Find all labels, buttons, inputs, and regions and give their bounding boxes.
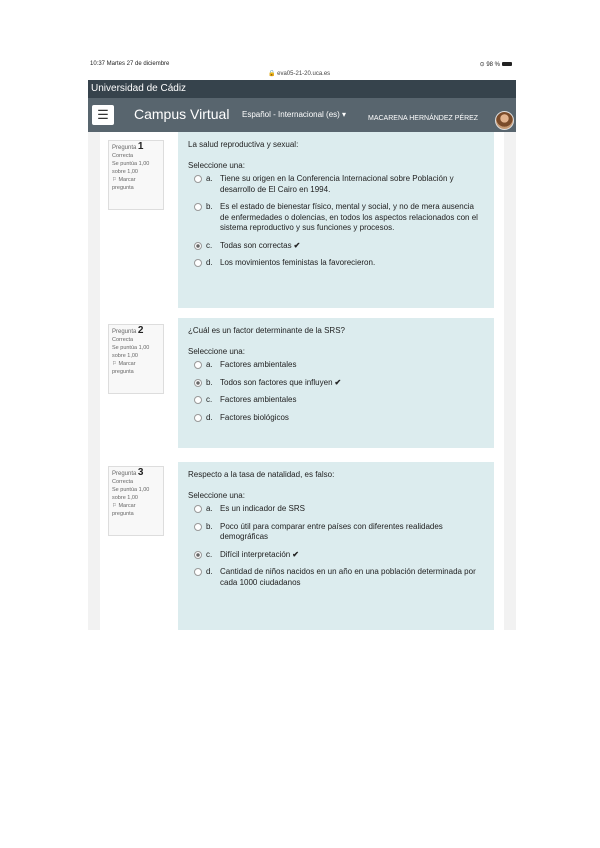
question-number: 2 xyxy=(137,325,144,336)
flag-question-link-2[interactable]: pregunta xyxy=(112,369,134,375)
radio-button[interactable] xyxy=(194,414,202,422)
question-number: 1 xyxy=(137,141,144,152)
option-text: Es un indicador de SRS xyxy=(220,504,305,513)
question-info-3 xyxy=(108,466,164,536)
top-navbar xyxy=(88,98,516,132)
option-text: Poco útil para comparar entre países con diferentes realidades demográficas xyxy=(220,521,443,541)
question-info-2 xyxy=(108,324,164,394)
radio-button[interactable] xyxy=(194,505,202,513)
question-label: Pregunta xyxy=(112,145,137,151)
answer-option[interactable] xyxy=(188,550,484,561)
question-text: Respecto a la tasa de natalidad, es falso: xyxy=(188,470,335,479)
answer-option[interactable] xyxy=(188,522,484,543)
option-text: Los movimientos feministas la favorecieron. xyxy=(220,258,376,267)
option-letter: d. xyxy=(206,258,213,267)
option-letter: d. xyxy=(206,412,213,422)
radio-button[interactable] xyxy=(194,259,202,267)
option-text: Todos son factores que influyen xyxy=(220,377,333,387)
battery-icon xyxy=(502,62,512,66)
option-letter: a. xyxy=(206,360,213,369)
site-brand[interactable]: Campus Virtual xyxy=(134,106,230,122)
address-bar[interactable]: 🔒 eva05-21-20.uca.es xyxy=(268,71,331,77)
question-status: Correcta xyxy=(112,479,134,485)
option-text: Tiene su origen en la Conferencia Internacional sobre Población y desarrollo de El Cairo en 1994. xyxy=(220,174,454,194)
question-score: Se puntúa 1,00 xyxy=(112,161,150,167)
question-status: Correcta xyxy=(112,337,134,343)
radio-button-checked[interactable] xyxy=(194,242,202,250)
answer-option[interactable] xyxy=(188,395,484,406)
question-card-2 xyxy=(178,318,494,448)
option-letter: c. xyxy=(206,549,213,559)
option-letter: c. xyxy=(206,240,213,250)
question-score-max: sobre 1,00 xyxy=(112,495,138,501)
battery-indicator xyxy=(480,61,512,68)
select-label: Seleccione una: xyxy=(188,161,245,170)
radio-button-checked[interactable] xyxy=(194,379,202,387)
answer-option[interactable] xyxy=(188,202,484,234)
question-text: La salud reproductiva y sexual: xyxy=(188,140,299,149)
flag-question-link[interactable]: ⚐ Marcar xyxy=(112,503,136,509)
question-text: ¿Cuál es un factor determinante de la SRS? xyxy=(188,326,345,335)
option-letter: a. xyxy=(206,174,213,183)
option-letter: b. xyxy=(206,202,213,211)
option-text: Es el estado de bienestar físico, mental y social, y no de mera ausencia de enfermedades o dolencias, en todos los aspectos relacionados con el sistema reproductivo y sus funciones y procesos. xyxy=(220,202,478,232)
checkmark-icon: ✔ xyxy=(334,377,342,387)
option-text: Todas son correctas xyxy=(220,240,292,250)
avatar[interactable] xyxy=(495,111,514,130)
question-card-3 xyxy=(178,462,494,630)
answer-option[interactable] xyxy=(188,258,484,269)
question-score: Se puntúa 1,00 xyxy=(112,345,150,351)
radio-button[interactable] xyxy=(194,568,202,576)
question-score-max: sobre 1,00 xyxy=(112,353,138,359)
tablet-screen xyxy=(88,58,516,630)
option-text: Factores ambientales xyxy=(220,395,297,404)
flag-question-link[interactable]: ⚐ Marcar xyxy=(112,177,136,183)
radio-button[interactable] xyxy=(194,396,202,404)
radio-button[interactable] xyxy=(194,523,202,531)
checkmark-icon: ✔ xyxy=(292,549,299,559)
select-label: Seleccione una: xyxy=(188,491,245,500)
university-name[interactable]: Universidad de Cádiz xyxy=(91,83,187,94)
option-letter: b. xyxy=(206,377,213,387)
battery-text: ⊙ 98 % xyxy=(479,62,500,68)
answer-option[interactable] xyxy=(188,241,484,252)
option-letter: a. xyxy=(206,504,213,513)
status-time: 10:37 Martes 27 de diciembre xyxy=(90,61,170,67)
question-label: Pregunta xyxy=(112,329,137,335)
question-score-max: sobre 1,00 xyxy=(112,169,138,175)
flag-question-link[interactable]: ⚐ Marcar xyxy=(112,361,136,367)
answer-option[interactable] xyxy=(188,360,484,371)
answer-option[interactable] xyxy=(188,378,484,389)
answer-option[interactable] xyxy=(188,413,484,424)
select-label: Seleccione una: xyxy=(188,347,245,356)
status-bar xyxy=(88,58,516,80)
language-selector[interactable]: Español - Internacional (es) ▾ xyxy=(242,110,347,119)
menu-icon[interactable]: ☰ xyxy=(92,105,114,125)
flag-question-link-2[interactable]: pregunta xyxy=(112,185,134,191)
answer-option[interactable] xyxy=(188,174,484,195)
radio-button-checked[interactable] xyxy=(194,551,202,559)
question-status: Correcta xyxy=(112,153,134,159)
radio-button[interactable] xyxy=(194,361,202,369)
question-card-1 xyxy=(178,132,494,308)
answer-option[interactable] xyxy=(188,504,484,515)
question-number: 3 xyxy=(137,467,144,478)
checkmark-icon: ✔ xyxy=(293,240,301,250)
option-letter: c. xyxy=(206,395,213,404)
question-label: Pregunta xyxy=(112,471,137,477)
option-text: Factores ambientales xyxy=(220,360,297,369)
university-header xyxy=(88,80,516,98)
question-score: Se puntúa 1,00 xyxy=(112,487,150,493)
answer-option[interactable] xyxy=(188,567,484,588)
option-text: Difícil interpretación xyxy=(220,549,291,559)
user-menu[interactable]: MACARENA HERNÁNDEZ PÉREZ xyxy=(368,115,479,122)
option-text: Cantidad de niños nacidos en un año en una población determinada por cada 1000 ciudadanos xyxy=(220,567,476,587)
option-text: Factores biológicos xyxy=(220,412,289,422)
radio-button[interactable] xyxy=(194,175,202,183)
quiz-review xyxy=(100,132,504,630)
question-info-1 xyxy=(108,140,164,210)
option-letter: d. xyxy=(206,567,213,576)
radio-button[interactable] xyxy=(194,203,202,211)
flag-question-link-2[interactable]: pregunta xyxy=(112,511,134,517)
option-letter: b. xyxy=(206,521,213,531)
